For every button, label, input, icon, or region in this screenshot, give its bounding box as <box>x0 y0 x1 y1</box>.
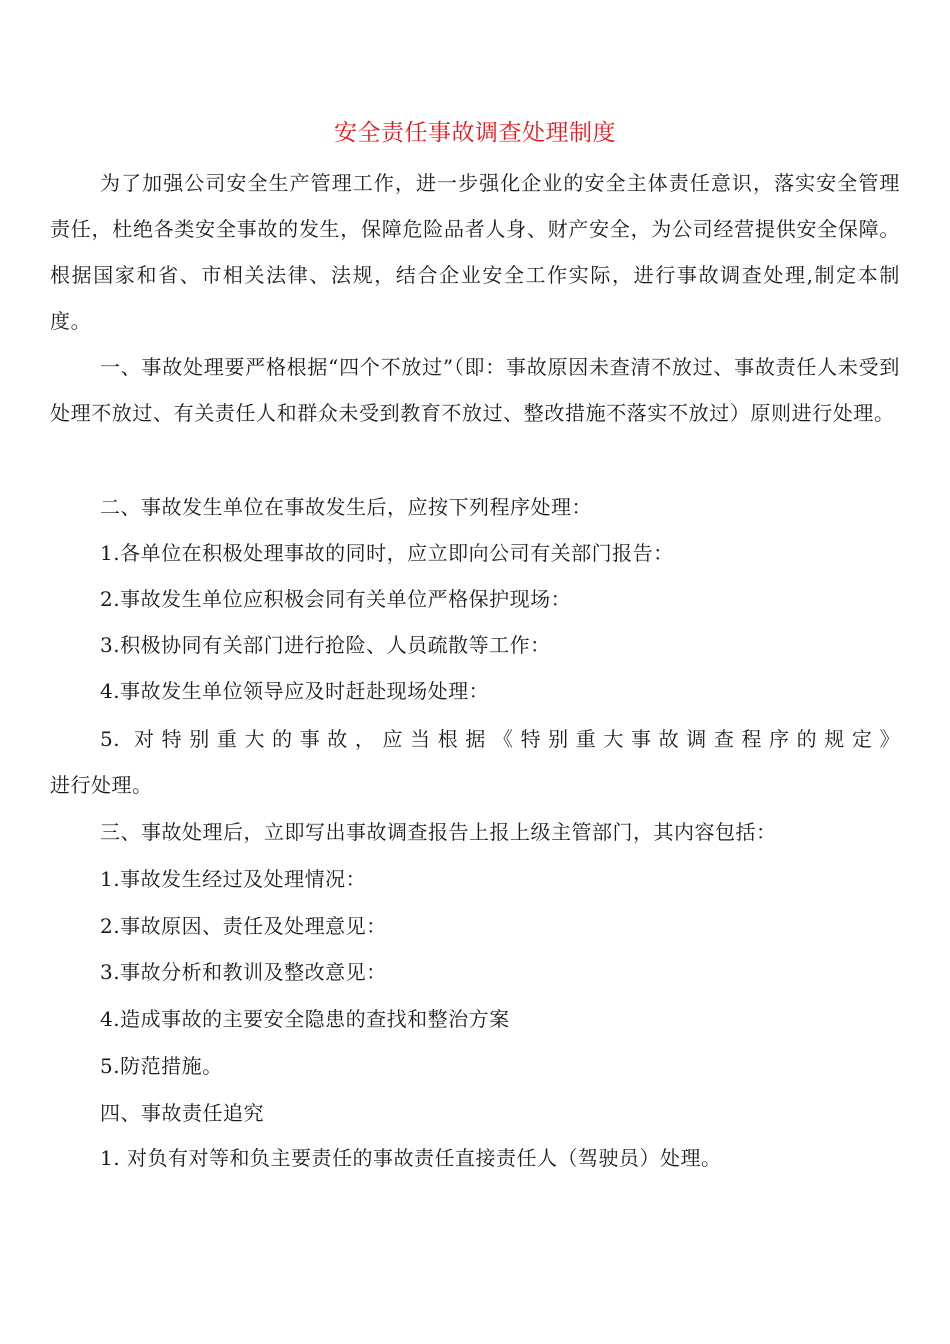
intro-paragraph: 为了加强公司安全生产管理工作，进一步强化企业的安全主体责任意识，落实安全管理责任，杜绝各类安全事故的发生，保障危险品者人身、财产安全，为公司经营提供安全保障。根据国家和省、市相关法律、法规，结合企业安全工作实际，进行事故调查处理,制定本制度。 <box>50 171 900 333</box>
section-3-item-2: 2.事故原因、责任及处理意见： <box>100 914 387 938</box>
section-3-heading: 三、事故处理后，立即写出事故调查报告上报上级主管部门，其内容包括： <box>100 820 777 844</box>
section-4-item-1: 1. 对负有对等和负主要责任的事故责任直接责任人（驾驶员）处理。 <box>100 1146 722 1170</box>
section-2-item-4: 4.事故发生单位领导应及时赶赴现场处理： <box>100 679 490 703</box>
section-2-item-2: 2.事故发生单位应积极会同有关单位严格保护现场： <box>100 587 572 611</box>
section-2-item-3: 3.积极协同有关部门进行抢险、人员疏散等工作： <box>100 633 551 657</box>
section-3-item-1: 1.事故发生经过及处理情况： <box>100 867 367 891</box>
section-2-heading: 二、事故发生单位在事故发生后，应按下列程序处理： <box>100 495 592 519</box>
section-2-item-5: 5. 对特别重大的事故，应当根据《特别重大事故调查程序的规定》 <box>100 727 900 751</box>
section-4-heading: 四、事故责任追究 <box>100 1101 264 1125</box>
section-3-item-3: 3.事故分析和教训及整改意见： <box>100 960 387 984</box>
document-title: 安全责任事故调查处理制度 <box>334 120 616 146</box>
section-3-item-5: 5.防范措施。 <box>100 1054 223 1078</box>
section-3-item-4: 4.造成事故的主要安全隐患的查找和整治方案 <box>100 1007 510 1031</box>
section-2-item-1: 1.各单位在积极处理事故的同时，应立即向公司有关部门报告： <box>100 541 674 565</box>
section-2-item-5-continued: 进行处理。 <box>50 773 153 797</box>
section-1-paragraph: 一、事故处理要严格根据“四个不放过”（即：事故原因未查清不放过、事故责任人未受到处理不放过、有关责任人和群众未受到教育不放过、整改措施不落实不放过）原则进行处理。 <box>50 355 900 425</box>
